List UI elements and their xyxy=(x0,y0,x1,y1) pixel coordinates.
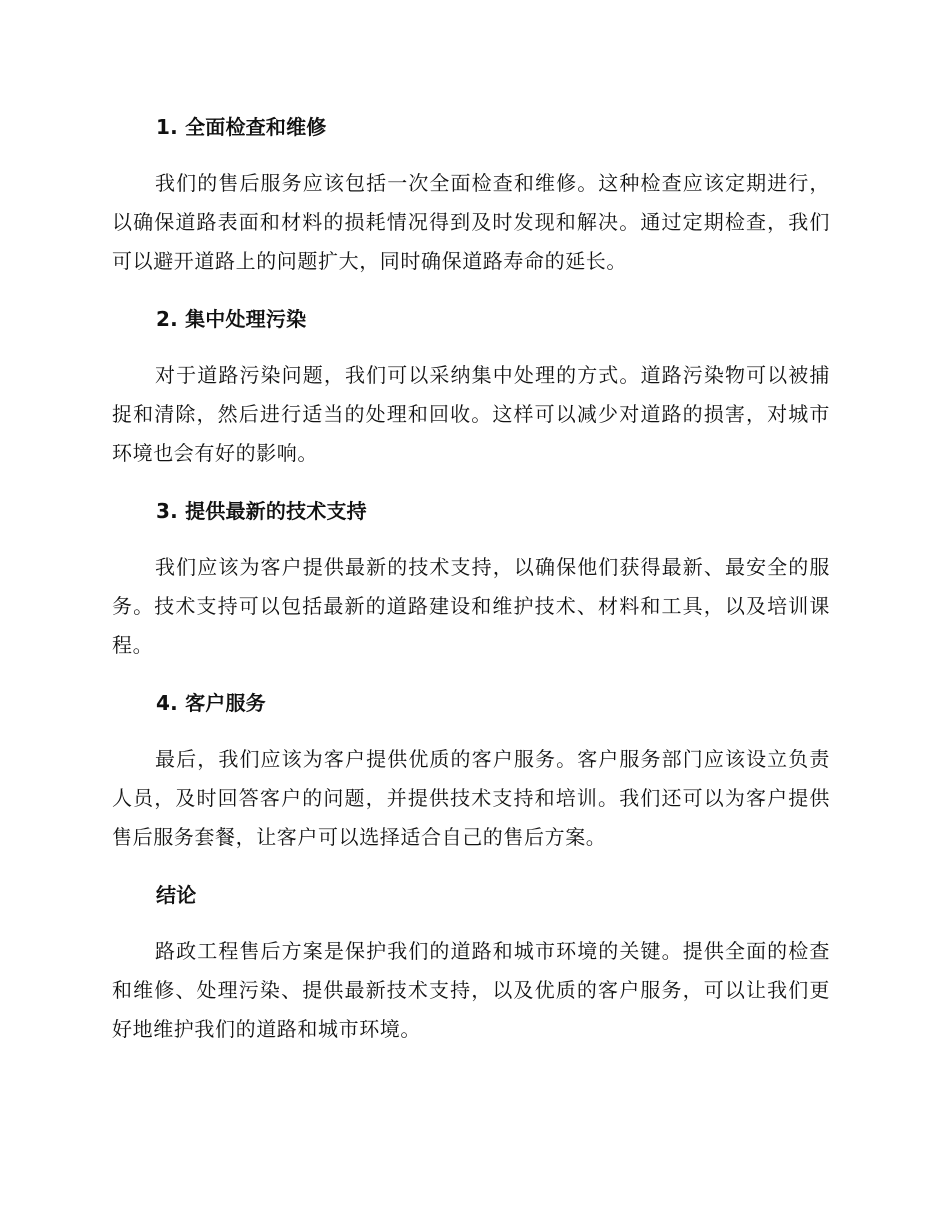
section-paragraph: 对于道路污染问题，我们可以采纳集中处理的方式。道路污染物可以被捕捉和清除，然后进行适当的处理和回收。这样可以减少对道路的损害，对城市环境也会有好的影响。 xyxy=(112,363,830,465)
section-heading: 4. 客户服务 xyxy=(156,691,266,715)
section-paragraph: 最后，我们应该为客户提供优质的客户服务。客户服务部门应该设立负责人员，及时回答客户的问题，并提供技术支持和培训。我们还可以为客户提供售后服务套餐，让客户可以选择适合自己的售后方案。 xyxy=(112,747,830,849)
section-paragraph: 我们的售后服务应该包括一次全面检查和维修。这种检查应该定期进行，以确保道路表面和材料的损耗情况得到及时发现和解决。通过定期检查，我们可以避开道路上的问题扩大，同时确保道路寿命的延长。 xyxy=(112,171,830,273)
section-heading: 结论 xyxy=(156,883,197,907)
section-customer-service xyxy=(112,684,830,857)
section-paragraph: 我们应该为客户提供最新的技术支持，以确保他们获得最新、最安全的服务。技术支持可以包括最新的道路建设和维护技术、材料和工具，以及培训课程。 xyxy=(112,555,830,657)
section-heading: 2. 集中处理污染 xyxy=(156,307,307,331)
section-heading: 3. 提供最新的技术支持 xyxy=(156,499,367,523)
section-paragraph: 路政工程售后方案是保护我们的道路和城市环境的关键。提供全面的检查和维修、处理污染、提供最新技术支持，以及优质的客户服务，可以让我们更好地维护我们的道路和城市环境。 xyxy=(112,939,830,1041)
section-pollution xyxy=(112,300,830,473)
section-heading: 1. 全面检查和维修 xyxy=(156,115,327,139)
section-inspection xyxy=(112,108,830,281)
document-page xyxy=(112,108,830,1068)
section-conclusion xyxy=(112,876,830,1049)
section-tech-support xyxy=(112,492,830,665)
